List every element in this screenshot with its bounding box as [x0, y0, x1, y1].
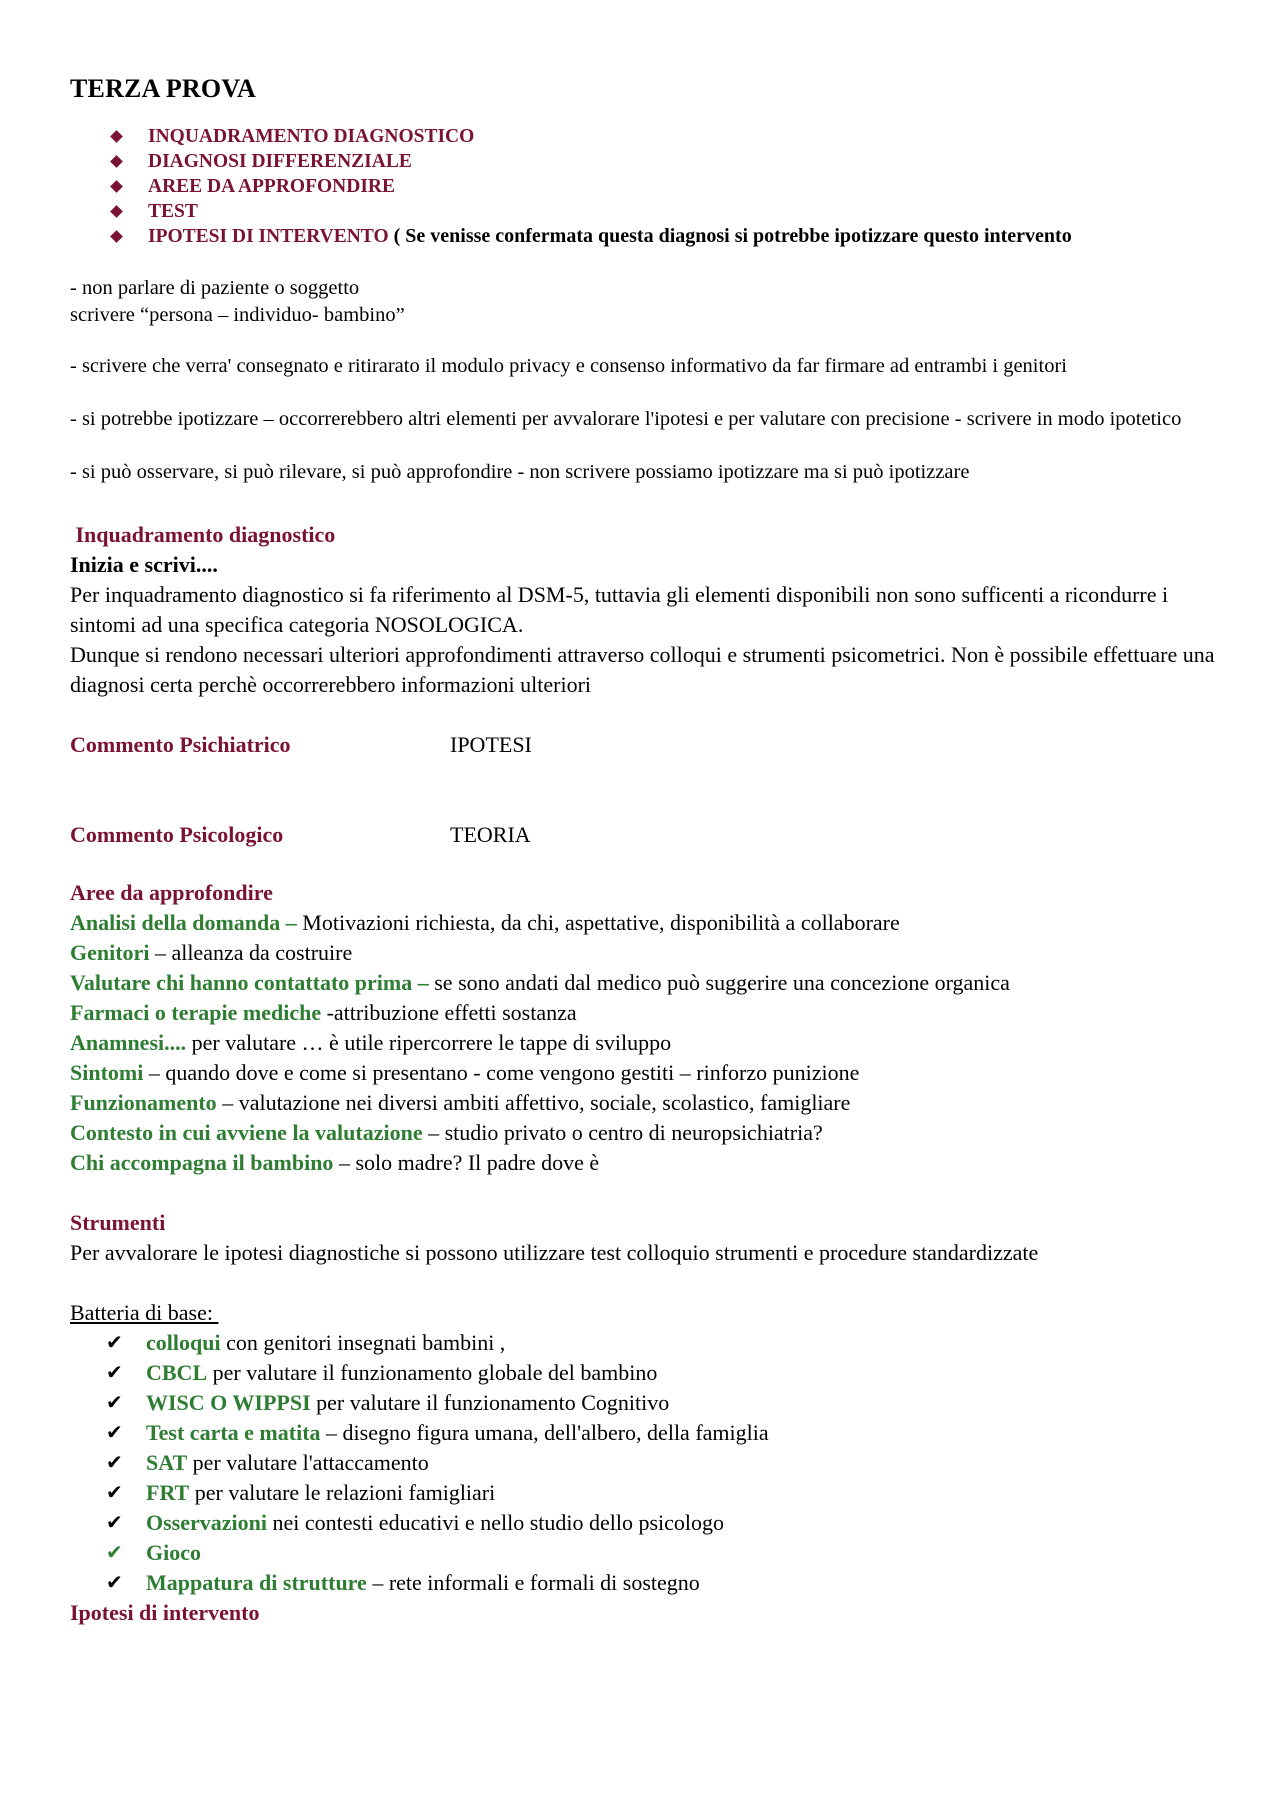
item-text: – quando dove e come si presentano - come vengono gestiti – rinforzo punizione: [143, 1060, 860, 1085]
item-text: per valutare … è utile ripercorrere le tappe di sviluppo: [186, 1030, 672, 1055]
aree-section: [70, 878, 1220, 1178]
list-item: [110, 124, 1220, 149]
comment-value: TEORIA: [450, 822, 531, 847]
outline-label: TEST: [148, 201, 198, 222]
comment-value: IPOTESI: [450, 732, 532, 757]
diamond-bullet-icon: [110, 130, 123, 143]
item-key: Farmaci o terapie mediche: [70, 1000, 322, 1025]
note-block: [70, 275, 1220, 329]
item-key: Funzionamento: [70, 1090, 217, 1115]
item-key: Mappatura di strutture: [146, 1570, 367, 1595]
item-text: se sono andati dal medico può suggerire una concezione organica: [428, 970, 1010, 995]
note-line: - si potrebbe ipotizzare – occorrerebbero altri elementi per avvalorare l'ipotesi e per valutare con precisione - scrivere in modo ipotetico: [70, 408, 1182, 430]
item-text: con genitori insegnati bambini ,: [220, 1330, 506, 1355]
item-key: SAT: [146, 1450, 188, 1475]
comment-row: [70, 820, 1220, 850]
item-text: – disegno figura umana, dell'albero, della famiglia: [320, 1420, 769, 1445]
check-icon: ✔: [106, 1452, 123, 1474]
list-item: [106, 1388, 1220, 1418]
check-icon: ✔: [106, 1512, 123, 1534]
item-key: Valutare chi hanno contattato prima –: [70, 970, 429, 995]
comment-label: Commento Psichiatrico: [70, 732, 291, 757]
battery-check-list: [70, 1328, 1220, 1598]
item-key: Test carta e matita: [146, 1420, 321, 1445]
outline-label: AREE DA APPROFONDIRE: [148, 176, 396, 197]
item-key: FRT: [146, 1480, 190, 1505]
item-key: WISC O WIPPSI: [146, 1390, 311, 1415]
note-line: - si può osservare, si può rilevare, si può approfondire - non scrivere possiamo ipotizzare ma si può ipotizzare: [70, 461, 970, 483]
inquadramento-section: [70, 520, 1220, 700]
item-text: – rete informali e formali di sostegno: [366, 1570, 700, 1595]
diamond-bullet-icon: [110, 155, 123, 168]
note-line: - scrivere che verra' consegnato e ritirarato il modulo privacy e consenso informativo da far firmare ad entrambi i genitori: [70, 355, 1067, 377]
list-item: [106, 1328, 1220, 1358]
diamond-bullet-icon: [110, 205, 123, 218]
outline-note: ( Se venisse confermata questa diagnosi si potrebbe ipotizzare questo intervento: [388, 225, 1072, 247]
item-key: colloqui: [146, 1330, 221, 1355]
list-item: [106, 1538, 1220, 1568]
item-key: Genitori: [70, 940, 150, 965]
item-key: Analisi della domanda –: [70, 910, 297, 935]
item-text: per valutare il funzionamento globale del bambino: [207, 1360, 658, 1385]
section-heading: Ipotesi di intervento: [70, 1600, 260, 1625]
item-key: Anamnesi....: [70, 1030, 187, 1055]
list-item: [70, 908, 1220, 938]
item-key: Gioco: [146, 1540, 201, 1565]
section-heading: Aree da approfondire: [70, 880, 273, 905]
item-text: -attribuzione effetti sostanza: [321, 1000, 577, 1025]
page-title: TERZA PROVA: [70, 74, 256, 103]
check-icon: ✔: [106, 1362, 123, 1384]
list-item: [70, 1118, 1220, 1148]
outline-label: INQUADRAMENTO DIAGNOSTICO: [148, 126, 475, 147]
item-text: per valutare le relazioni famigliari: [189, 1480, 496, 1505]
item-text: – studio privato o centro di neuropsichiatria?: [422, 1120, 823, 1145]
list-item: [106, 1568, 1220, 1598]
check-icon: ✔: [106, 1422, 123, 1444]
list-item: [110, 199, 1220, 224]
strumenti-section: [70, 1208, 1220, 1628]
outline-label: DIAGNOSI DIFFERENZIALE: [148, 151, 412, 172]
list-item: [70, 998, 1220, 1028]
list-item: [106, 1508, 1220, 1538]
check-icon: ✔: [106, 1332, 123, 1354]
list-item: [70, 1148, 1220, 1178]
note-line: - non parlare di paziente o soggetto: [70, 277, 360, 299]
item-text: – valutazione nei diversi ambiti affettivo, sociale, scolastico, famigliare: [216, 1090, 851, 1115]
list-item: [106, 1358, 1220, 1388]
list-item: [70, 968, 1220, 998]
check-icon: ✔: [106, 1482, 123, 1504]
list-item: [106, 1448, 1220, 1478]
item-text: Motivazioni richiesta, da chi, aspettative, disponibilità a collaborare: [296, 910, 900, 935]
item-key: Chi accompagna il bambino: [70, 1150, 334, 1175]
diagnostic-outline-list: [70, 124, 1220, 249]
item-text: per valutare l'attaccamento: [187, 1450, 429, 1475]
item-key: Contesto in cui avviene la valutazione: [70, 1120, 423, 1145]
check-icon: ✔: [106, 1572, 123, 1594]
item-text: nei contesti educativi e nello studio dello psicologo: [267, 1510, 725, 1535]
paragraph: Per inquadramento diagnostico si fa riferimento al DSM-5, tuttavia gli elementi disponibili non sono sufficenti a ricondurre i sintomi ad una specifica categoria NOSOLOGICA.: [70, 582, 1169, 637]
list-item: [106, 1478, 1220, 1508]
diamond-bullet-icon: [110, 180, 123, 193]
item-key: Sintomi: [70, 1060, 144, 1085]
section-subheading: Inizia e scrivi....: [70, 552, 218, 577]
comment-row: [70, 730, 1220, 760]
batteria-label: Batteria di base:: [70, 1300, 219, 1325]
outline-label: IPOTESI DI INTERVENTO: [148, 226, 389, 247]
list-item: [70, 1028, 1220, 1058]
note-line: scrivere “persona – individuo- bambino”: [70, 304, 405, 326]
check-icon: ✔: [106, 1542, 123, 1564]
list-item: [110, 174, 1220, 199]
list-item: [70, 1088, 1220, 1118]
item-text: – solo madre? Il padre dove è: [333, 1150, 600, 1175]
list-item: [70, 1058, 1220, 1088]
check-icon: ✔: [106, 1392, 123, 1414]
item-key: CBCL: [146, 1360, 208, 1385]
diamond-bullet-icon: [110, 230, 123, 243]
section-heading: Strumenti: [70, 1210, 166, 1235]
paragraph: Dunque si rendono necessari ulteriori approfondimenti attraverso colloqui e strumenti psicometrici. Non è possibile effettuare una diagnosi certa perchè occorrerebbero informazioni ulteriori: [70, 642, 1215, 697]
item-text: per valutare il funzionamento Cognitivo: [310, 1390, 670, 1415]
list-item: [110, 224, 1220, 249]
list-item: [106, 1418, 1220, 1448]
list-item: [110, 149, 1220, 174]
item-text: – alleanza da costruire: [149, 940, 353, 965]
comment-label: Commento Psicologico: [70, 822, 284, 847]
list-item: [70, 938, 1220, 968]
item-key: Osservazioni: [146, 1510, 267, 1535]
paragraph: Per avvalorare le ipotesi diagnostiche si possono utilizzare test colloquio strumenti e procedure standardizzate: [70, 1240, 1039, 1265]
section-heading: Inquadramento diagnostico: [70, 522, 336, 547]
